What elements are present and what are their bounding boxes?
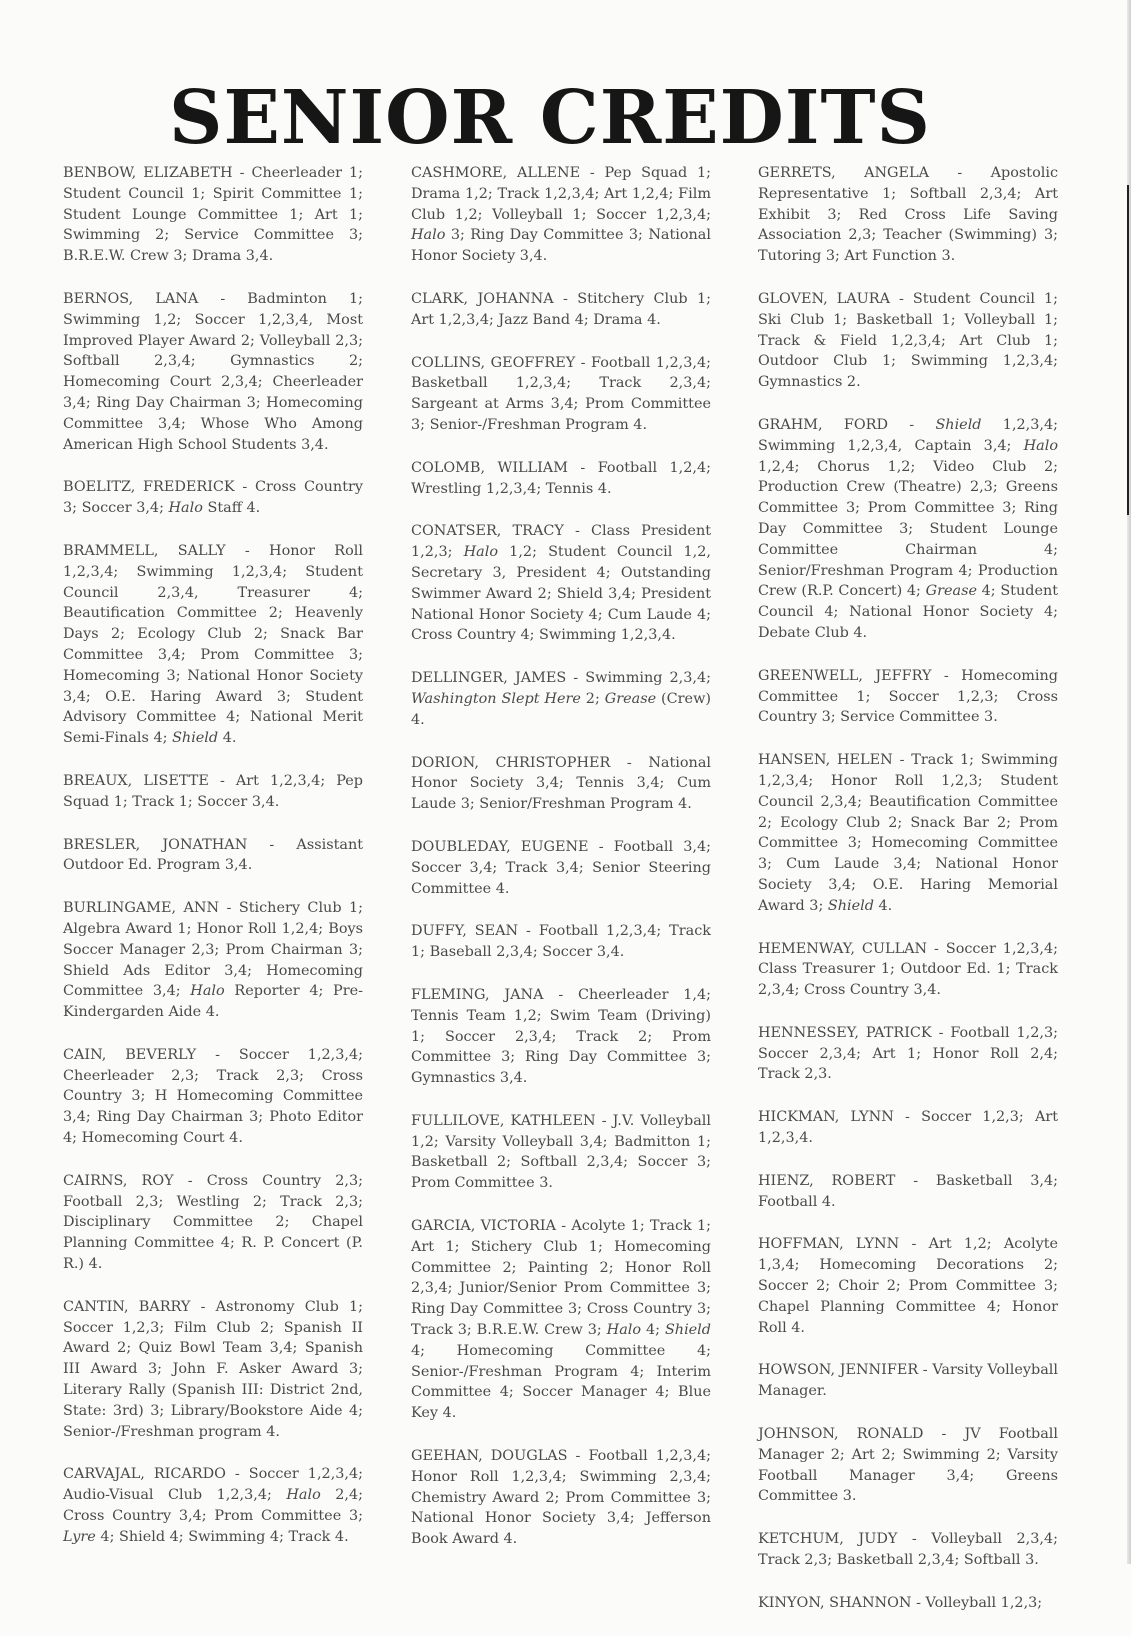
credit-entry-italic: Shield	[935, 416, 982, 433]
credit-entry-text: 1,2,4; Chorus 1,2; Video Club 2; Production Crew (Theatre) 2,3; Greens Committee 3; Prom Committee 3; Ring Day Committee 3; Student Lounge Committee Chairman 4; Senior/Freshman Program 4; Production Crew (R.P. Concert) 4;	[758, 458, 1058, 600]
credit-entry	[411, 837, 711, 899]
credit-entry	[411, 521, 711, 646]
credit-entry	[411, 921, 711, 963]
credit-entry-text: 1,2; Student Council 1,2, Secretary 3, President 4; Outstanding Swimmer Award 2; Shield 3,4; President National Honor Society 4; Cum Laude 4; Cross Country 4; Swimming 1,2,3,4.	[411, 544, 711, 644]
credits-column-2	[411, 163, 711, 1572]
credit-entry-text: HENNESSEY, PATRICK - Football 1,2,3; Soccer 2,3,4; Art 1; Honor Roll 2,4; Track 2,3.	[758, 1024, 1058, 1083]
credit-entry	[63, 289, 363, 455]
credit-entry	[411, 458, 711, 500]
credit-entry-italic: Grease	[925, 583, 977, 600]
credit-entry	[411, 1446, 711, 1550]
credit-entry	[758, 1023, 1058, 1085]
credit-entry-text: DORION, CHRISTOPHER - National Honor Society 3,4; Tennis 3,4; Cum Laude 3; Senior/Freshman Program 4.	[411, 754, 711, 813]
credit-entry-italic: Halo	[1023, 437, 1058, 454]
credit-entry-text: 4;	[641, 1322, 665, 1339]
credit-entry-italic: Halo	[463, 544, 499, 561]
credit-entry-text: CANTIN, BARRY - Astronomy Club 1; Soccer 1,2,3; Film Club 2; Spanish II Award 2; Quiz Bowl Team 3,4; Spanish III Award 3; John F. Asker Award 3; Literary Rally (Spanish III: District 2nd, State: 3rd) 3; Library/Bookstore Aide 4; Senior-/Freshman program 4.	[63, 1298, 363, 1440]
credit-entry-text: FULLILOVE, KATHLEEN - J.V. Volleyball 1,2; Varsity Volleyball 3,4; Badmitton 1; Basketball 2; Softball 2,3,4; Soccer 3; Prom Committee 3.	[411, 1112, 711, 1192]
credit-entry-text: CAIRNS, ROY - Cross Country 2,3; Football 2,3; Westling 2; Track 2,3; Disciplinary Committee 2; Chapel Planning Committee 4; R. P. Concert (P. R.) 4.	[63, 1172, 363, 1273]
credit-entry	[758, 750, 1058, 916]
credit-entry-text: COLOMB, WILLIAM - Football 1,2,4; Wrestling 1,2,3,4; Tennis 4.	[411, 459, 711, 497]
credit-entry	[63, 163, 363, 267]
credit-entry-text: BREAUX, LISETTE - Art 1,2,3,4; Pep Squad 1; Track 1; Soccer 3,4.	[63, 772, 363, 810]
credit-entry	[63, 1171, 363, 1275]
credit-entry-text: CARVAJAL, RICARDO - Soccer 1,2,3,4; Audio-Visual Club 1,2,3,4;	[63, 1466, 363, 1504]
page-edge-mark	[1127, 185, 1129, 515]
credit-entry-italic: Halo	[286, 1487, 321, 1504]
credit-entry-italic: Shield	[664, 1322, 711, 1339]
credit-entry-italic: Shield	[172, 730, 219, 747]
credit-entry	[758, 163, 1058, 267]
credit-entry-italic: Washington Slept Here	[411, 690, 581, 707]
credit-entry-text: BRAMMELL, SALLY - Honor Roll 1,2,3,4; Swimming 1,2,3,4; Student Council 2,3,4, Treasurer 4; Beautification Committee 2; Heavenly Days 2; Ecology Club 2; Snack Bar Committee 3,4; Prom Committee 3; Homecoming 3; National Honor Society 3,4; O.E. Haring Award 3; Student Advisory Committee 4; National Merit Semi-Finals 4;	[63, 542, 363, 747]
credit-entry-text: HOFFMAN, LYNN - Art 1,2; Acolyte 1,3,4; Homecoming Decorations 2; Soccer 2; Choir 2; Prom Committee 3; Chapel Planning Committee 4; Honor Roll 4.	[758, 1236, 1058, 1336]
credit-entry-text: 2;	[580, 690, 605, 707]
credit-entry	[758, 415, 1058, 644]
credit-entry	[758, 1107, 1058, 1149]
credit-entry	[411, 753, 711, 815]
credit-entry	[411, 985, 711, 1089]
credit-entry	[411, 668, 711, 730]
credit-entry-italic: Lyre	[63, 1528, 96, 1545]
credit-entry-text: GLOVEN, LAURA - Student Council 1; Ski Club 1; Basketball 1; Volleyball 1; Track & Field 1,2,3,4; Art Club 1; Outdoor Club 1; Swimming 1,2,3,4; Gymnastics 2.	[758, 290, 1058, 391]
credit-entry	[63, 835, 363, 877]
credit-entry	[758, 289, 1058, 393]
credit-entry	[63, 1464, 363, 1547]
credit-entry-text: HANSEN, HELEN - Track 1; Swimming 1,2,3,4; Honor Roll 1,2,3; Student Council 2,3,4; Beautification Committee 2; Ecology Club 2; Snack Bar 2; Prom Committee 3; Homecoming Committee 3; Cum Laude 3,4; National Honor Society 3,4; O.E. Haring Memorial Award 3;	[758, 752, 1058, 914]
credit-entry	[63, 898, 363, 1023]
credit-entry-text: (Crew) 4.	[411, 690, 712, 728]
credit-entry	[758, 1424, 1058, 1507]
credit-entry-text: BRESLER, JONATHAN - Assistant Outdoor Ed. Program 3,4.	[63, 836, 363, 874]
credit-entry-text: 4; Homecoming Committee 4; Senior-/Freshman Program 4; Interim Committee 4; Soccer Manager 4; Blue Key 4.	[411, 1342, 711, 1422]
credit-entry-text: DELLINGER, JAMES - Swimming 2,3,4;	[411, 670, 711, 687]
credit-entry-text: CLARK, JOHANNA - Stitchery Club 1; Art 1,2,3,4; Jazz Band 4; Drama 4.	[411, 290, 711, 328]
credit-entry-text: 1,2,3,4; Swimming 1,2,3,4, Captain 3,4;	[758, 416, 1058, 454]
credit-entry	[758, 666, 1058, 728]
credit-entry-text: HICKMAN, LYNN - Soccer 1,2,3; Art 1,2,3,4.	[758, 1109, 1058, 1147]
credit-entry-text: 3; Ring Day Committee 3; National Honor Society 3,4.	[411, 227, 711, 265]
credit-entry-text: 4; Shield 4; Swimming 4; Track 4.	[95, 1528, 349, 1545]
credit-entry-text: COLLINS, GEOFFREY - Football 1,2,3,4; Basketball 1,2,3,4; Track 2,3,4; Sargeant at Arms 3,4; Prom Committee 3; Senior-/Freshman Program 4.	[411, 354, 711, 433]
credit-entry-text: 4.	[218, 730, 237, 747]
credit-entry	[63, 1297, 363, 1443]
credit-entry	[411, 289, 711, 331]
credit-entry-italic: Halo	[190, 983, 225, 1000]
credit-entry	[63, 1045, 363, 1149]
credit-entry	[758, 1529, 1058, 1571]
credit-entry-text: BERNOS, LANA - Badminton 1; Swimming 1,2; Soccer 1,2,3,4, Most Improved Player Award 2; Volleyball 2,3; Softball 2,3,4; Gymnastics 2; Homecoming Court 2,3,4; Cheerleader 3,4; Ring Day Chairman 3; Homecoming Committee 3,4; Whose Who Among American High School Students 3,4.	[63, 290, 363, 453]
credit-entry-text: GERRETS, ANGELA - Apostolic Representative 1; Softball 2,3,4; Art Exhibit 3; Red Cross Life Saving Association 2,3; Teacher (Swimming) 3; Tutoring 3; Art Function 3.	[758, 165, 1058, 265]
credit-entry	[758, 1360, 1058, 1402]
credits-column-3	[758, 163, 1058, 1636]
credit-entry	[63, 771, 363, 813]
credit-entry	[758, 1234, 1058, 1338]
credit-entry-text: Staff 4.	[202, 500, 261, 517]
credit-entry	[411, 353, 711, 436]
credit-entry	[758, 1171, 1058, 1213]
credit-entry-text: BOELITZ, FREDERICK - Cross Country 3; Soccer 3,4;	[63, 479, 363, 517]
credit-entry-text: DOUBLEDAY, EUGENE - Football 3,4; Soccer 3,4; Track 3,4; Senior Steering Committee 4.	[411, 838, 711, 897]
credit-entry-text: HEMENWAY, CULLAN - Soccer 1,2,3,4; Class Treasurer 1; Outdoor Ed. 1; Track 2,3,4; Cross Country 3,4.	[758, 940, 1058, 999]
credit-entry	[411, 1111, 711, 1194]
credit-entry-text: GEEHAN, DOUGLAS - Football 1,2,3,4; Honor Roll 1,2,3,4; Swimming 2,3,4; Chemistry Award 2; Prom Committee 3; National Honor Society 3,4; Jefferson Book Award 4.	[411, 1448, 711, 1548]
credit-entry-text: FLEMING, JANA - Cheerleader 1,4; Tennis Team 1,2; Swim Team (Driving) 1; Soccer 2,3,4; Track 2; Prom Committee 3; Ring Day Committee 3; Gymnastics 3,4.	[411, 986, 711, 1087]
credit-entry-text: GARCIA, VICTORIA - Acolyte 1; Track 1; Art 1; Stichery Club 1; Homecoming Committee 2; Painting 2; Honor Roll 2,3,4; Junior/Senior Prom Committee 3; Ring Day Committee 3; Cross Country 3; Track 3; B.R.E.W. Crew 3;	[411, 1218, 711, 1339]
credit-entry-text: GRAHM, FORD -	[758, 416, 936, 433]
credit-entry	[411, 1216, 711, 1424]
credit-entry-italic: Halo	[168, 500, 203, 517]
credit-entry-text: HIENZ, ROBERT - Basketball 3,4; Football 4.	[758, 1172, 1058, 1210]
credit-entry-text: 4.	[873, 897, 893, 914]
credit-entry-text: BENBOW, ELIZABETH - Cheerleader 1; Student Council 1; Spirit Committee 1; Student Lounge Committee 1; Art 1; Swimming 2; Service Committee 3; B.R.E.W. Crew 3; Drama 3,4.	[63, 165, 363, 265]
credit-entry-text: BURLINGAME, ANN - Stichery Club 1; Algebra Award 1; Honor Roll 1,2,4; Boys Soccer Manager 2,3; Prom Chairman 3; Shield Ads Editor 3,4; Homecoming Committee 3,4;	[63, 900, 363, 1000]
credit-entry	[758, 1593, 1058, 1614]
credit-entry	[63, 477, 363, 519]
credit-entry	[758, 939, 1058, 1001]
credit-entry-text: GREENWELL, JEFFRY - Homecoming Committee 1; Soccer 1,2,3; Cross Country 3; Service Committee 3.	[758, 667, 1058, 726]
credit-entry-text: CASHMORE, ALLENE - Pep Squad 1; Drama 1,2; Track 1,2,3,4; Art 1,2,4; Film Club 1,2; Volleyball 1; Soccer 1,2,3,4;	[411, 165, 711, 223]
credit-entry-text: KETCHUM, JUDY - Volleyball 2,3,4; Track 2,3; Basketball 2,3,4; Softball 3.	[758, 1531, 1058, 1569]
credit-entry	[411, 163, 711, 267]
credit-entry-text: CAIN, BEVERLY - Soccer 1,2,3,4; Cheerleader 2,3; Track 2,3; Cross Country 3; H Homecoming Committee 3,4; Ring Day Chairman 3; Photo Editor 4; Homecoming Court 4.	[63, 1046, 363, 1147]
credit-entry	[63, 541, 363, 749]
credit-entry-italic: Grease	[604, 690, 657, 707]
credit-entry-text: Reporter 4; Pre-Kindergarden Aide 4.	[63, 983, 364, 1021]
credit-entry-text: DUFFY, SEAN - Football 1,2,3,4; Track 1; Baseball 2,3,4; Soccer 3,4.	[411, 923, 711, 961]
credit-entry-text: CONATSER, TRACY - Class President 1,2,3;	[411, 523, 711, 561]
credits-column-1	[63, 163, 363, 1570]
credit-entry-text: JOHNSON, RONALD - JV Football Manager 2; Art 2; Swimming 2; Varsity Football Manager 3,4; Greens Committee 3.	[758, 1426, 1058, 1505]
page-title: SENIOR CREDITS	[169, 75, 931, 161]
credit-entry-italic: Shield	[827, 897, 874, 914]
credit-entry-text: HOWSON, JENNIFER - Varsity Volleyball Manager.	[758, 1362, 1058, 1400]
credit-entry-italic: Halo	[606, 1322, 642, 1339]
credit-entry-text: KINYON, SHANNON - Volleyball 1,2,3;	[758, 1594, 1043, 1611]
credit-entry-text: 2,4; Cross Country 3,4; Prom Committee 3;	[63, 1487, 363, 1525]
credit-entry-italic: Halo	[411, 227, 446, 244]
credit-entry-text: 4; Student Council 4; National Honor Society 4; Debate Club 4.	[758, 583, 1059, 641]
